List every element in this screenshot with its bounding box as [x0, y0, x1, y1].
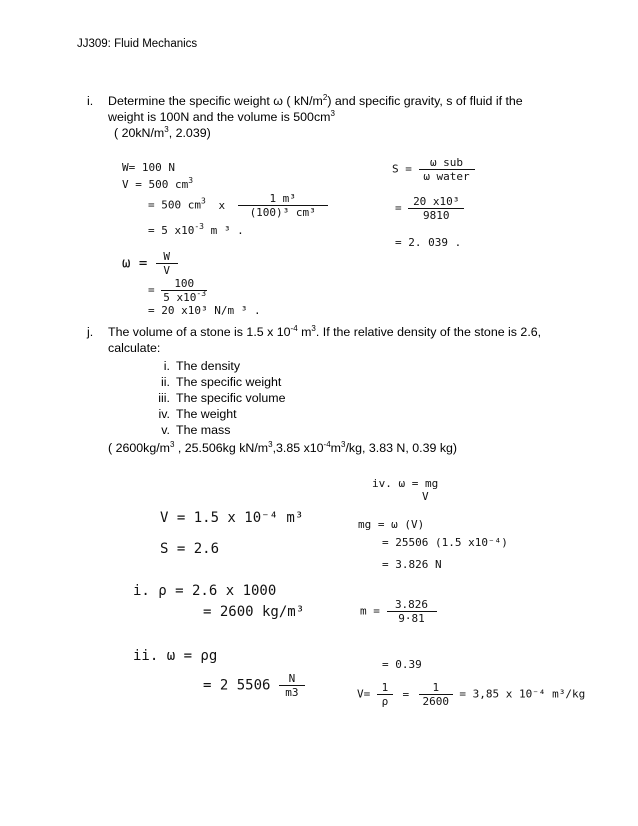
solution-j-s-given: S = 2.6: [160, 541, 220, 557]
solution-i-omega-result: = 20 x10³ N/m ³ .: [148, 304, 261, 317]
solution-i-s-result: = 2. 039 .: [395, 236, 462, 249]
question-j-answer: ( $2600kg/m^3$ , 25.506kg $kN/m^3,3.85$ $x10^{-4}m^3/kg$, 3.83 N, 0.39 kg): [108, 440, 458, 455]
sublist-item-specific-weight: ii. The specific weight: [161, 375, 282, 389]
solution-j-rho-result: = 2600 kg/m³: [203, 604, 305, 620]
sublist-item-density: i. The density: [163, 359, 241, 373]
sublist-item-specific-volume: iii. The specific volume: [158, 391, 286, 405]
page-header: JJ309: Fluid Mechanics: [77, 38, 198, 50]
solution-i-v-result: = 5 $x10^{-3}$ m ³ .: [148, 222, 244, 237]
question-j-number: j.: [87, 325, 94, 339]
sublist-item-weight: iv. The weight: [158, 407, 237, 421]
solution-j-omega: ii. ω = ρg: [133, 648, 218, 664]
question-i-answer: ( $20kN/m^3$, 2.039): [114, 125, 211, 140]
solution-j-iv-line3: = 25506 (1.5 x10⁻⁴): [382, 536, 508, 549]
solution-i-omega: ω = $\frac{W}{V}$: [122, 250, 178, 277]
question-i-line2: weight is 100N and the volume is $500cm^3$: [108, 109, 335, 124]
question-i-number: i.: [87, 94, 94, 108]
question-j-sublist: [158, 358, 286, 438]
solution-j-iv: iv. ω = mg V: [372, 477, 439, 503]
question-j-line2: calculate:: [108, 341, 161, 355]
question-j-line1: The volume of a stone is 1.5 x $10^{-4}$ $m^3$. If the relative density of the stone is 2.6,: [108, 324, 542, 339]
solution-i-w-given: W= 100 N: [122, 161, 175, 174]
solution-j-iv-line4: = 3.826 N: [382, 558, 442, 571]
solution-i-v-conversion: = 500 $cm^3$ x $\frac{\text{1 m³}}{\text{(100)³ cm³}}$: [148, 192, 328, 219]
question-i-line1: Determine the specific weight ω ( $kN/m^2$) and specific gravity, s of fluid if the: [108, 93, 523, 108]
question-i: [87, 93, 568, 141]
solution-j-iv-line2: mg = ω (V): [358, 518, 425, 531]
solution-j-v-given: V = 1.5 x 10⁻⁴ m³: [160, 510, 304, 526]
conversion-fraction: $\frac{\text{1 m³}}{\text{(100)³ cm³}}$: [238, 192, 328, 219]
solution-i-s-substitution: = $\frac{\text{20 x10³}}{9810}$: [395, 195, 464, 222]
question-j: [87, 324, 578, 356]
solution-j-omega-result: = 2 5506 $\frac{N}{m3}$: [203, 672, 305, 699]
solution-i-omega-substitution: = $\frac{100}{5 x10^{-3}}$: [148, 277, 207, 304]
solution-i-s: S = $\frac{\text{ω sub}}{\text{ω water}}$: [392, 156, 475, 183]
solution-j-mass: m = $\frac{3.826}{9\cdot 81}$: [360, 598, 437, 625]
solution-j-rho: i. ρ = 2.6 x 1000: [133, 583, 277, 599]
solution-j-mass-result: = 0.39: [382, 658, 422, 671]
sublist-item-mass: v. The mass: [161, 423, 231, 437]
solution-j-specific-volume: V= $\frac{1}{\rho}$ = $\frac{1}{2600}$ = 3,85 x 10⁻⁴ m³/kg: [357, 681, 586, 708]
solution-i-v-given: V = 500 $cm^3$: [122, 176, 194, 191]
